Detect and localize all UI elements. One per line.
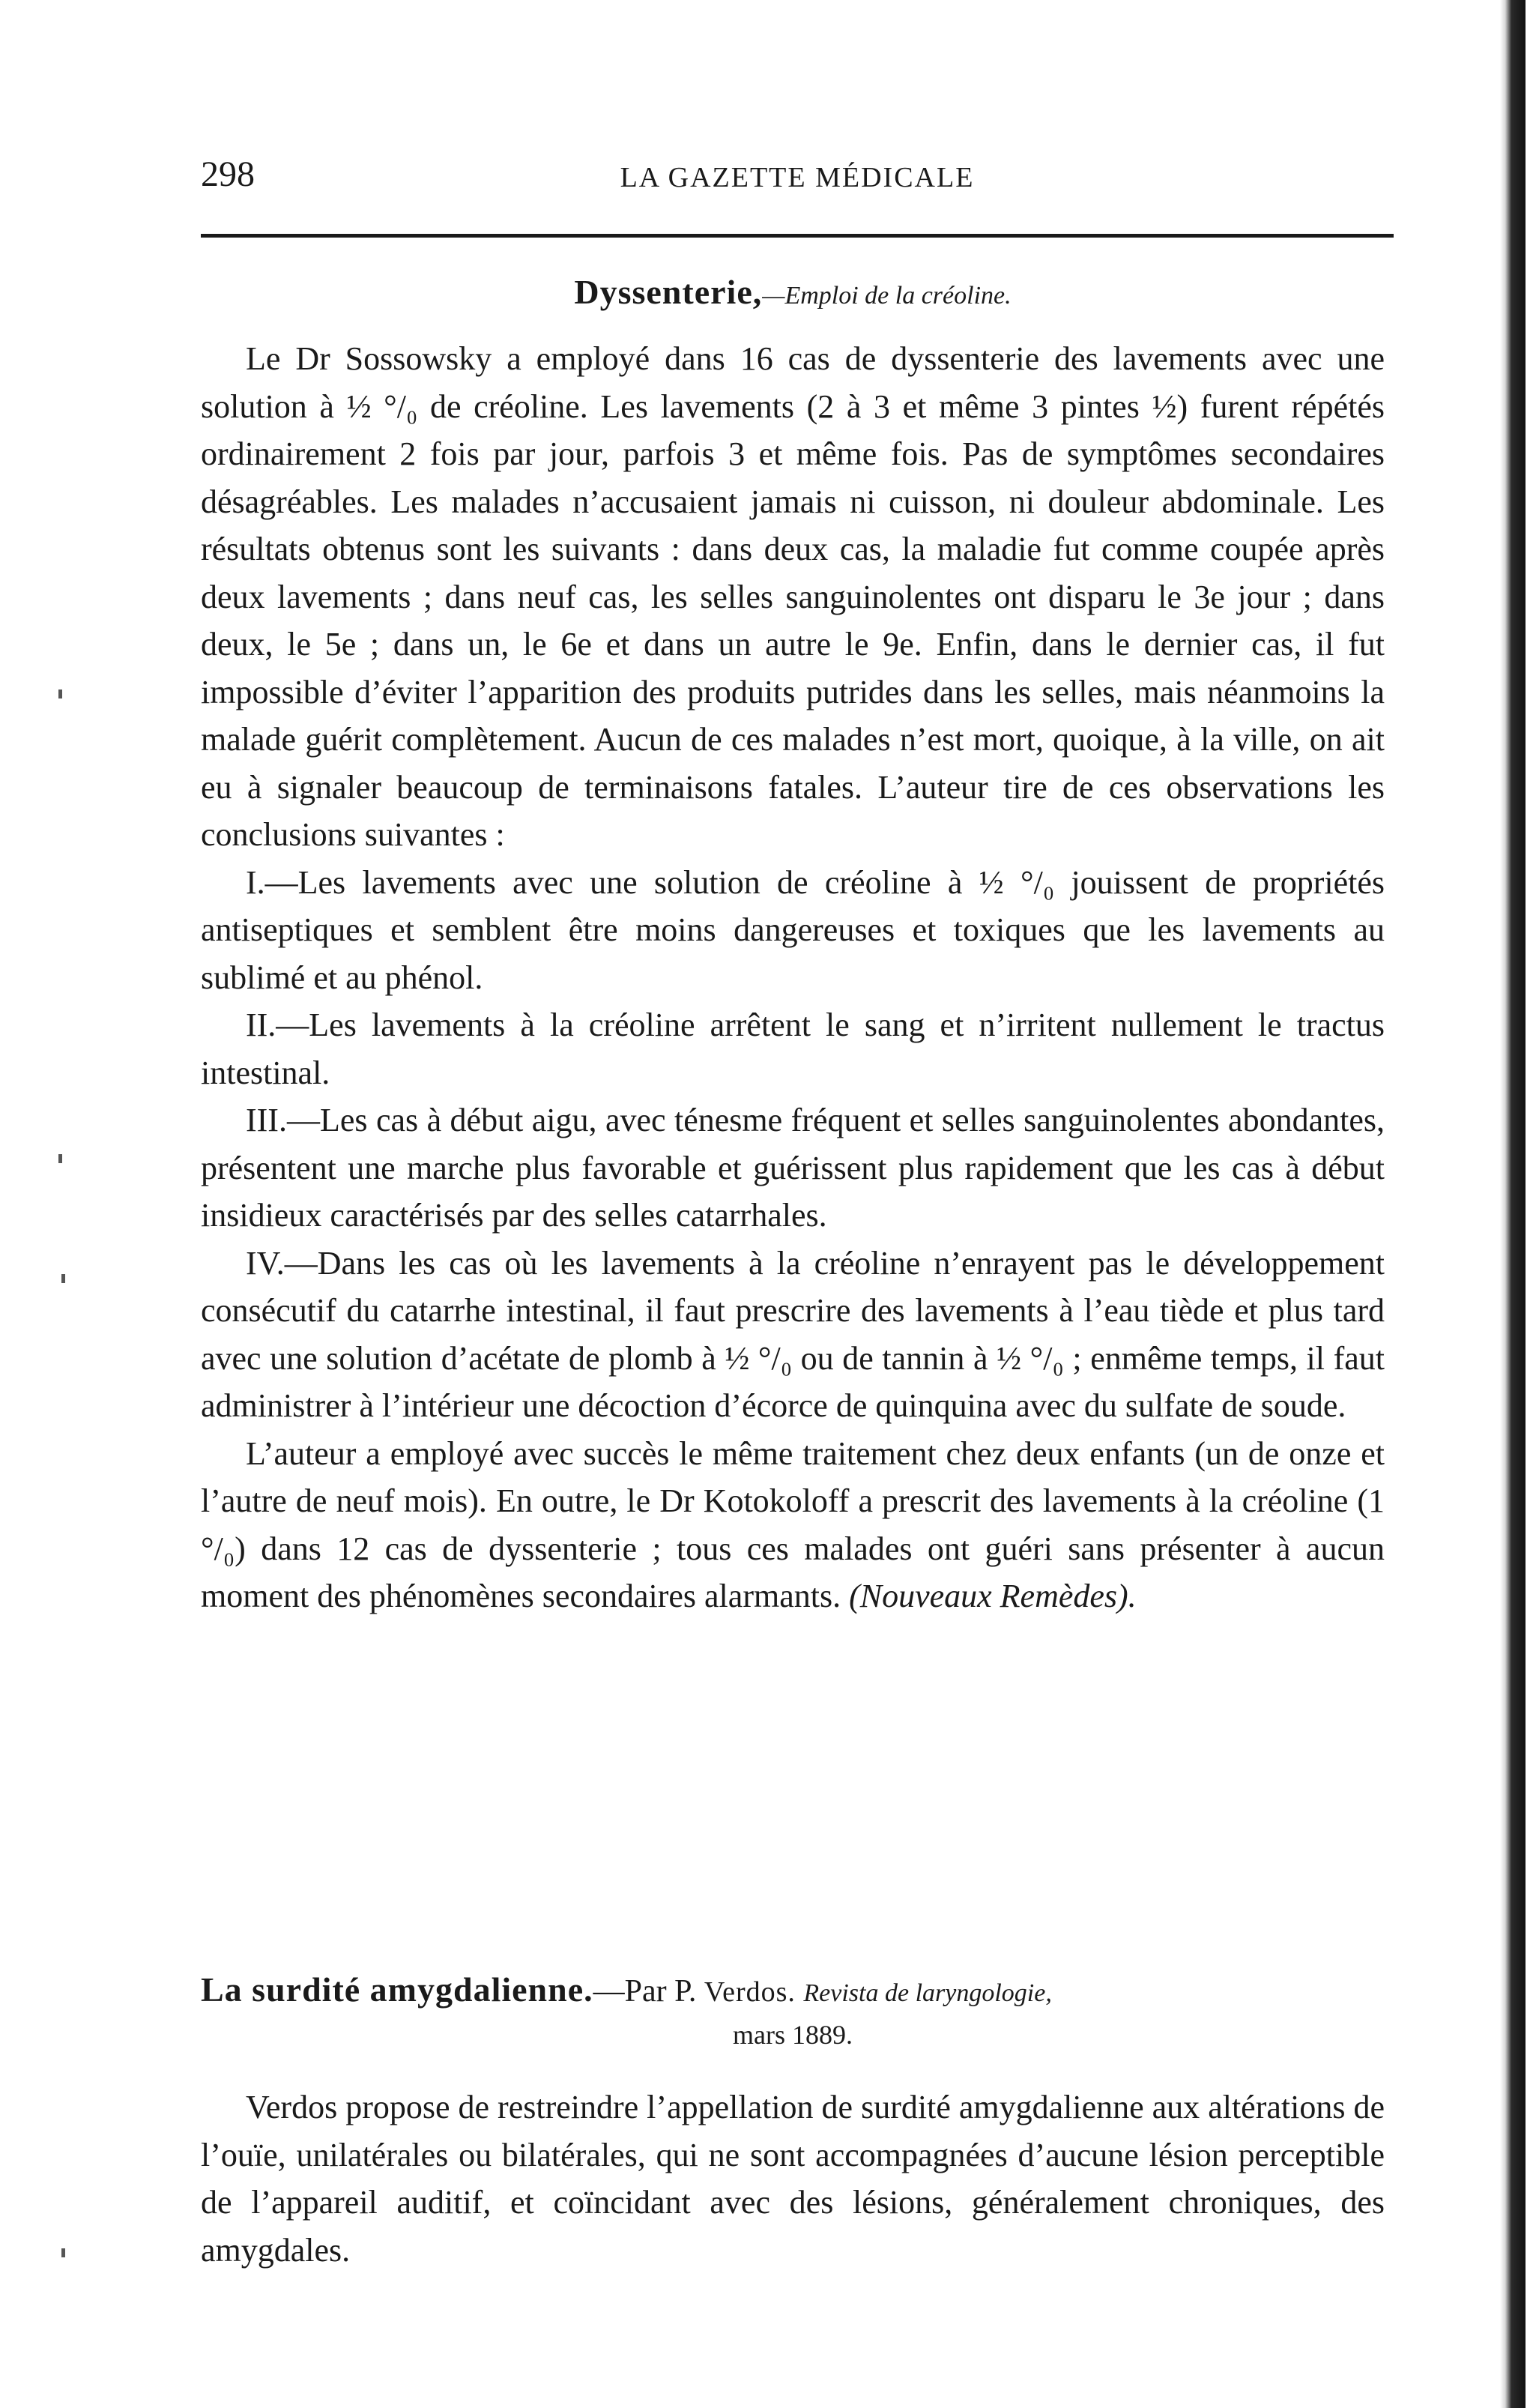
paragraph: III.—Les cas à début aigu, avec ténesme fréquent et selles sanguinolentes abondantes, présentent une marche plus favorable et guérissent plus rapidement que les cas à début insidieux caractérisés par des selles catarrhales. [201, 1102, 1385, 1234]
article-body [201, 2083, 1385, 2274]
scan-speck [58, 689, 62, 698]
source-citation: (Nouveaux Remèdes). [849, 1578, 1137, 1614]
article-title: Dyssenterie, [574, 273, 763, 311]
article-title: La surdité amygdalienne. [201, 1970, 593, 2009]
running-head: LA GAZETTE MÉDICALE [620, 162, 975, 193]
article-title-line [201, 270, 1385, 319]
scan-speck [58, 1154, 62, 1163]
article-surdite [201, 1967, 1385, 2274]
scan-edge-shadow [1500, 0, 1526, 2408]
author-name: Verdos. [704, 1976, 796, 2008]
page-header [201, 154, 1394, 206]
paragraph: I.—Les lavements avec une solution de créoline à ½ °/₀ jouissent de propriétés antiseptiques et semblent être moins dangereuses et toxiques que les lavements au sublimé et au phénol. [201, 863, 1385, 996]
paragraph: II.—Les lavements à la créoline arrêtent le sang et n’irritent nullement le tractus intestinal. [201, 1007, 1385, 1091]
paragraph: IV.—Dans les cas où les lavements à la créoline n’enrayent pas le développement consécutif du catarrhe intestinal, il faut prescrire des lavements à l’eau tiède et plus tard avec une solution d’acétate de plomb à ½ °/₀ ou de tannin à ½ °/₀ ; enmême temps, il faut administrer à l’intérieur une décoction d’écorce de quinquina avec du sulfate de soude. [201, 1244, 1385, 1424]
paragraph-text: L’auteur a employé avec succès le même traitement chez deux enfants (un de onze et l’autre de neuf mois). En outre, le Dr Kotokoloff a prescrit des lavements à la créoline (1 °/₀) dans 12 cas de dyssenterie ; tous ces malades ont guéri sans présenter à aucun moment des phénomènes secondaires alarmants. [201, 1434, 1385, 1614]
scan-speck [61, 1274, 65, 1283]
page-number: 298 [201, 154, 255, 194]
paragraph: Le Dr Sossowsky a employé dans 16 cas de dyssenterie des lavements avec une solution à ½ °/₀ de créoline. Les lavements (2 à 3 et même 3 pintes ½) furent répétés ordinairement 2 fois par jour, parfois 3 et même fois. Pas de symptômes secondaires désagréables. Les malades n’accusaient jamais ni cuisson, ni douleur abdominale. Les résultats obtenus sont les suivants : dans deux cas, la maladie fut comme coupée après deux lavements ; dans neuf cas, les selles sanguinolentes ont disparu le 3e jour ; dans deux, le 5e ; dans un, le 6e et dans un autre le 9e. Enfin, dans le dernier cas, il fut impossible d’éviter l’apparition des produits putrides dans les selles, mais néanmoins la malade guérit complètement. Aucun de ces malades n’est mort, quoique, à la ville, on ait eu à signaler beaucoup de terminaisons fatales. L’auteur tire de ces observations les conclusions suivantes : [201, 340, 1385, 853]
paragraph: Verdos propose de restreindre l’appellation de surdité amygdalienne aux altérations de l’ouïe, unilatérales ou bilatérales, qui ne sont accompagnées d’aucune lésion perceptible de l’appareil auditif, et coïncidant avec des lésions, généralement chroniques, des amygdales. [201, 2089, 1385, 2269]
byline-prefix: —Par P. [593, 1974, 697, 2009]
article-dyssenterie [201, 270, 1385, 1620]
article-title-line [201, 1967, 1385, 2016]
publication-date: mars 1889. [733, 2020, 853, 2050]
paragraph-with-source [201, 1430, 1385, 1620]
header-rule [201, 234, 1394, 238]
article-subtitle: —Emploi de la créoline. [762, 282, 1012, 310]
article-body [201, 335, 1385, 1620]
journal-name: Revista de laryngologie, [803, 1979, 1052, 2007]
scan-speck [61, 2248, 65, 2257]
